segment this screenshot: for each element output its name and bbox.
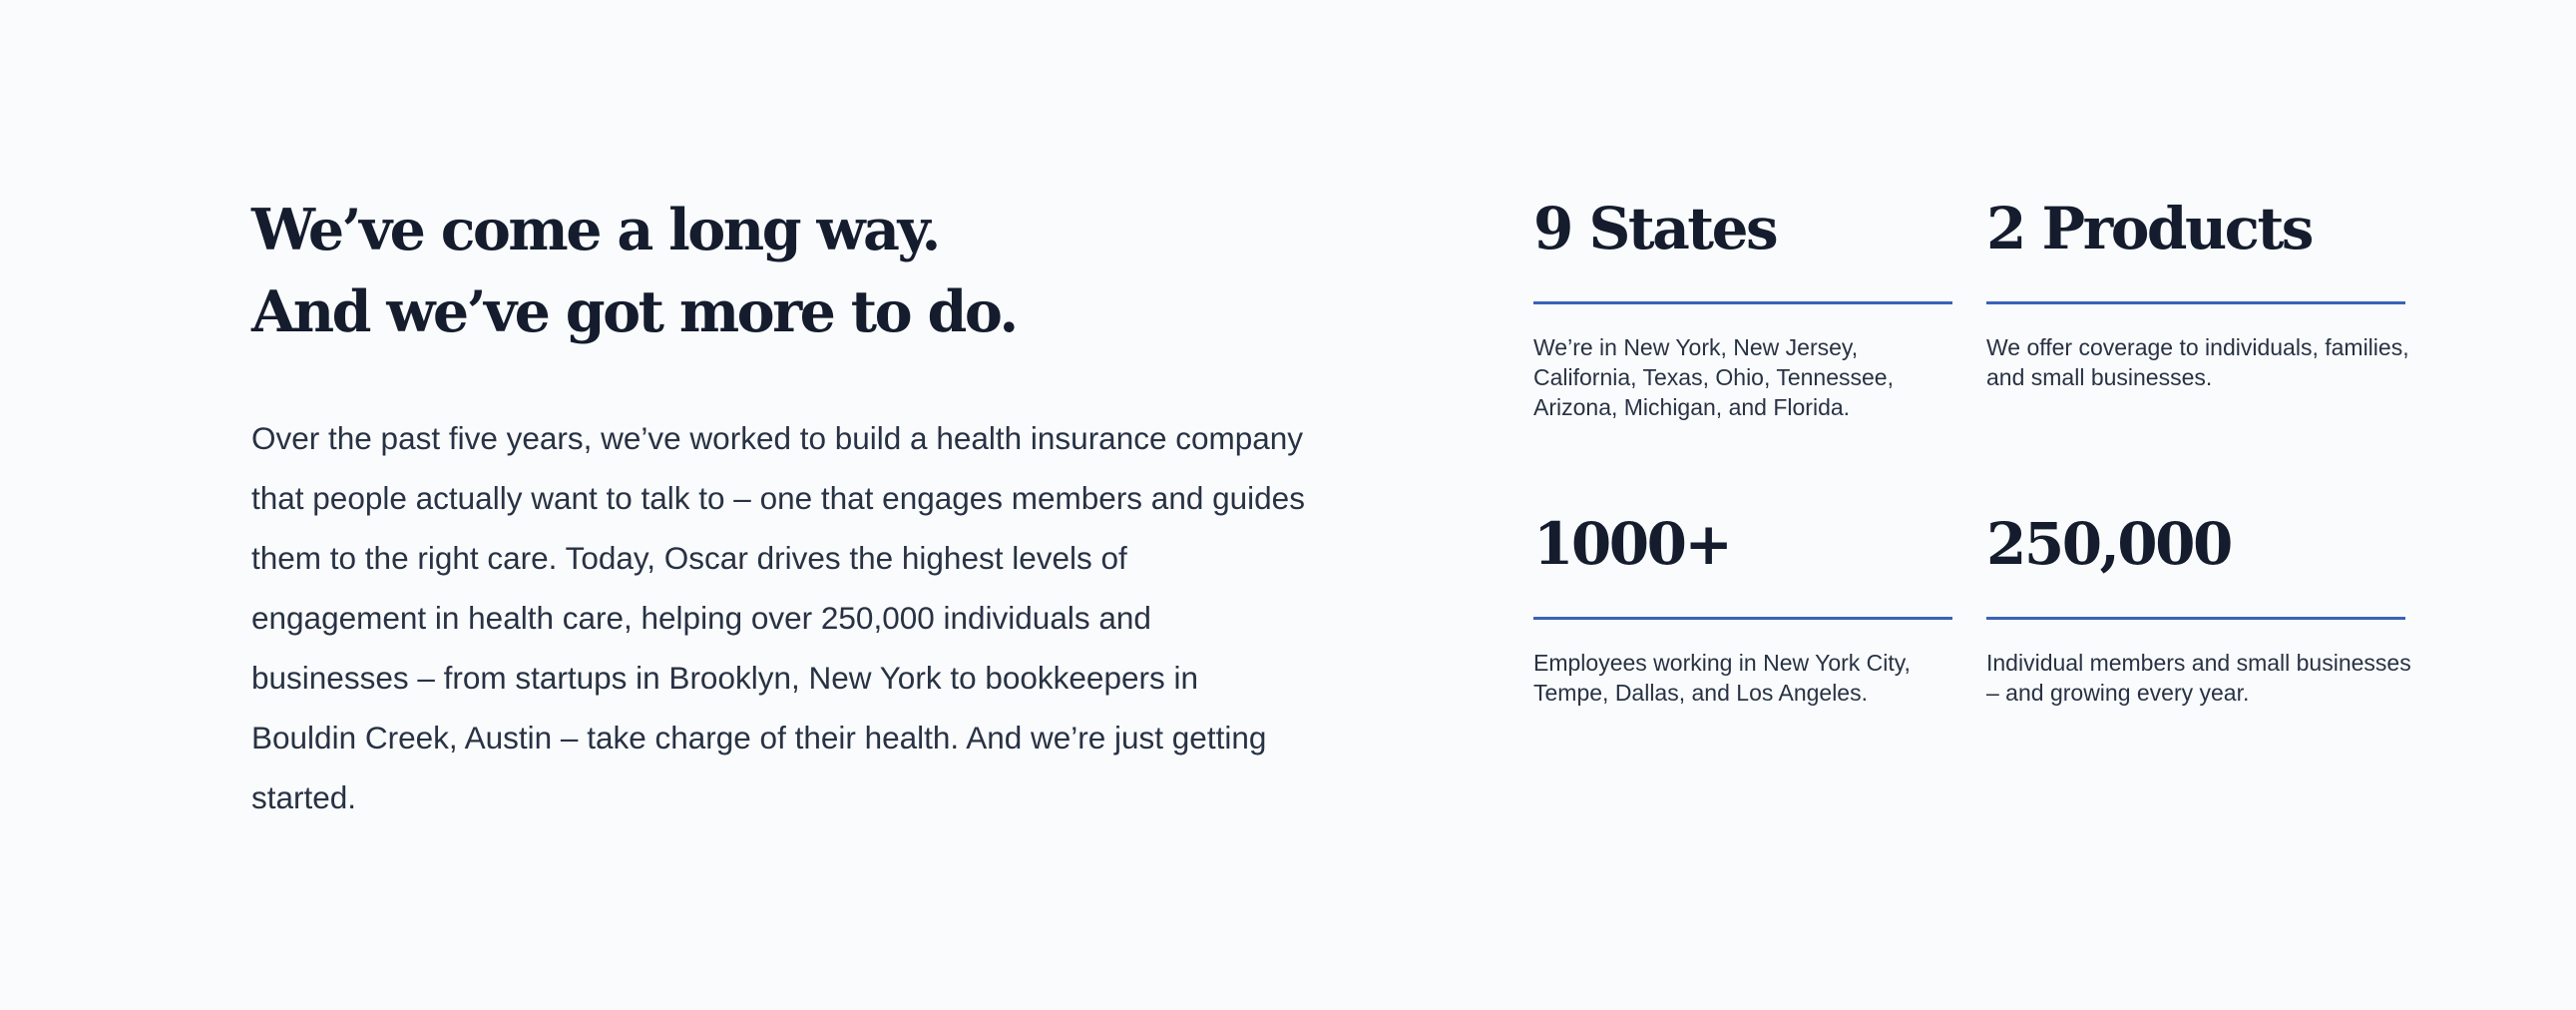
stat-description: Employees working in New York City, Tempe, Dallas, and Los Angeles. [1533,650,1911,706]
stat-products [1986,192,2409,392]
headline-line-2: And we’ve got more to do. [251,278,1017,345]
stat-description: Individual members and small businesses – and growing every year. [1986,650,2411,706]
stat-divider [1986,301,2405,304]
intro-paragraph: Over the past five years, we’ve worked to build a health insurance company that people actually want to talk to – one that engages members and guides them to the right care. Today, Oscar drives the highest levels of engagement in health care, helping over 250,000 individuals and businesses – from startups in Brooklyn, New York to bookkeepers in Bouldin Creek, Austin – take charge of their health. And we’re just getting started. [251,420,1305,815]
stat-divider [1533,301,1952,304]
stat-value: 1000+ [1533,510,1731,578]
stat-divider [1533,617,1952,620]
stat-value: 2 Products [1986,195,2312,262]
stat-value: 250,000 [1986,510,2231,578]
stat-value: 9 States [1533,195,1777,262]
section-headline [251,190,1249,353]
stat-description: We’re in New York, New Jersey, California, Texas, Ohio, Tennessee, Arizona, Michigan, and Florida. [1533,334,1894,420]
headline-line-1: We’ve come a long way. [251,197,939,263]
stat-members [1986,507,2411,708]
stat-states [1533,192,1952,422]
stat-description: We offer coverage to individuals, families, and small businesses. [1986,334,2409,390]
stat-employees [1533,507,1952,708]
stat-divider [1986,617,2405,620]
